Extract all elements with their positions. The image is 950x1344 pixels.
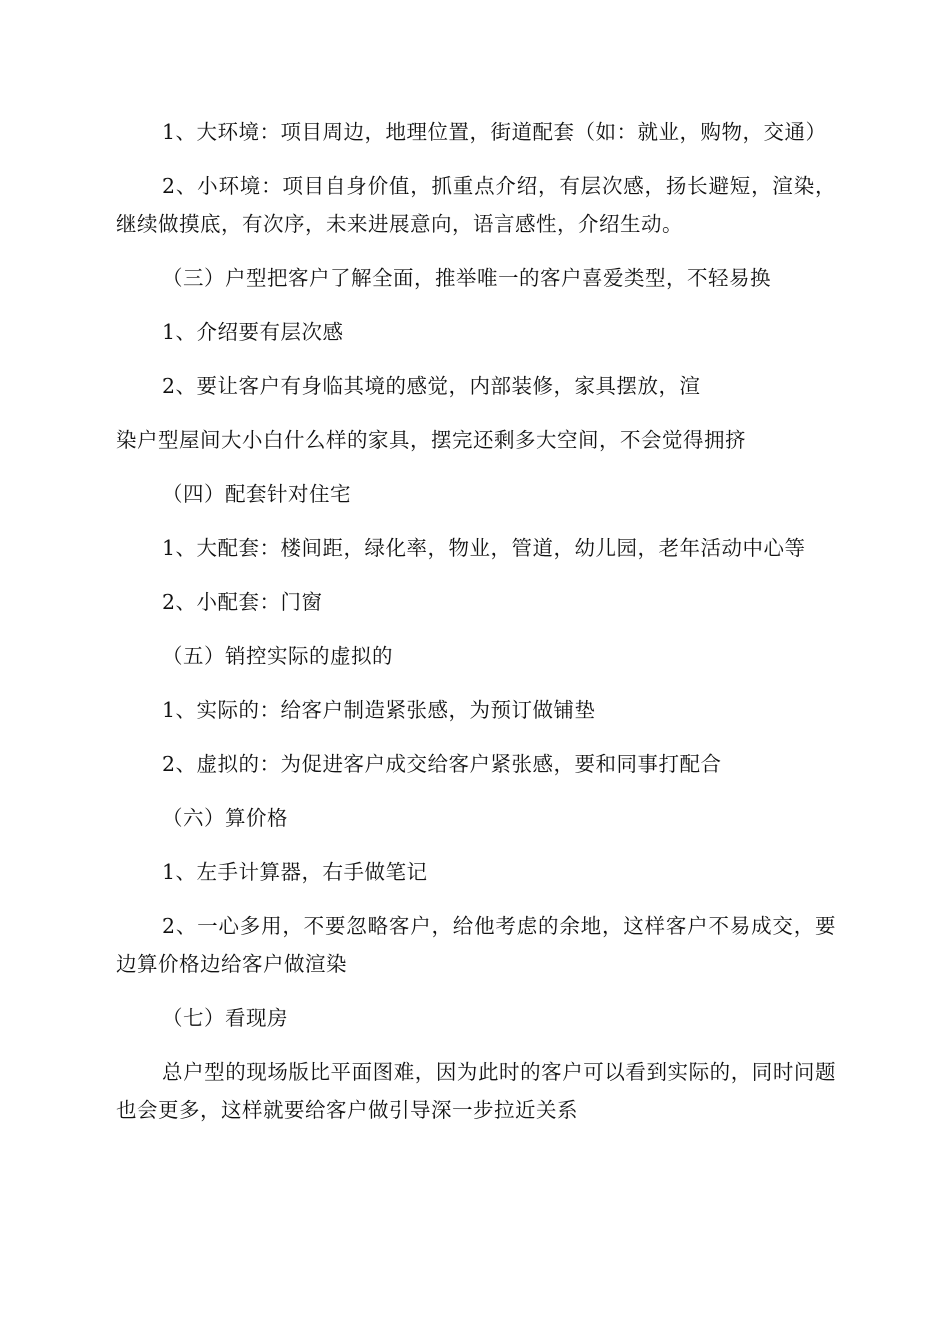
paragraph-actual: 1、实际的：给客户制造紧张感，为预订做铺垫	[162, 698, 596, 722]
paragraph-small-environment: 2、小环境：项目自身价值，抓重点介绍，有层次感，扬长避短，渲染，继续做摸底，有次序，未来进展意向，语言感性，介绍生动。	[116, 174, 836, 236]
paragraph-multitask: 2、一心多用，不要忽略客户，给他考虑的余地，这样客户不易成交，要边算价格边给客户做渲染	[116, 914, 836, 976]
document-body	[116, 113, 836, 1145]
paragraph-layered-intro: 1、介绍要有层次感	[162, 320, 344, 344]
paragraph-big-environment: 1、大环境：项目周边，地理位置，街道配套（如：就业，购物，交通）	[162, 120, 827, 144]
paragraph-virtual: 2、虚拟的：为促进客户成交给客户紧张感，要和同事打配合	[162, 752, 722, 776]
section-heading-3: （三）户型把客户了解全面，推举唯一的客户喜爱类型，不轻易换	[162, 266, 771, 290]
section-heading-5: （五）销控实际的虚拟的	[162, 644, 393, 668]
paragraph-small-facilities: 2、小配套：门窗	[162, 590, 323, 614]
section-heading-6: （六）算价格	[162, 806, 288, 830]
paragraph-calculator: 1、左手计算器，右手做笔记	[162, 860, 428, 884]
paragraph-immersive-continued: 染户型屋间大小白什么样的家具，摆完还剩多大空间，不会觉得拥挤	[116, 428, 746, 452]
paragraph-big-facilities: 1、大配套：楼间距，绿化率，物业，管道，幼儿园，老年活动中心等	[162, 536, 806, 560]
paragraph-site-visit: 总户型的现场版比平面图难，因为此时的客户可以看到实际的，同时问题也会更多，这样就要给客户做引导深一步拉近关系	[116, 1060, 836, 1122]
section-heading-4: （四）配套针对住宅	[162, 482, 351, 506]
paragraph-immersive: 2、要让客户有身临其境的感觉，内部装修，家具摆放，渲	[162, 374, 701, 398]
section-heading-7: （七）看现房	[162, 1006, 288, 1030]
